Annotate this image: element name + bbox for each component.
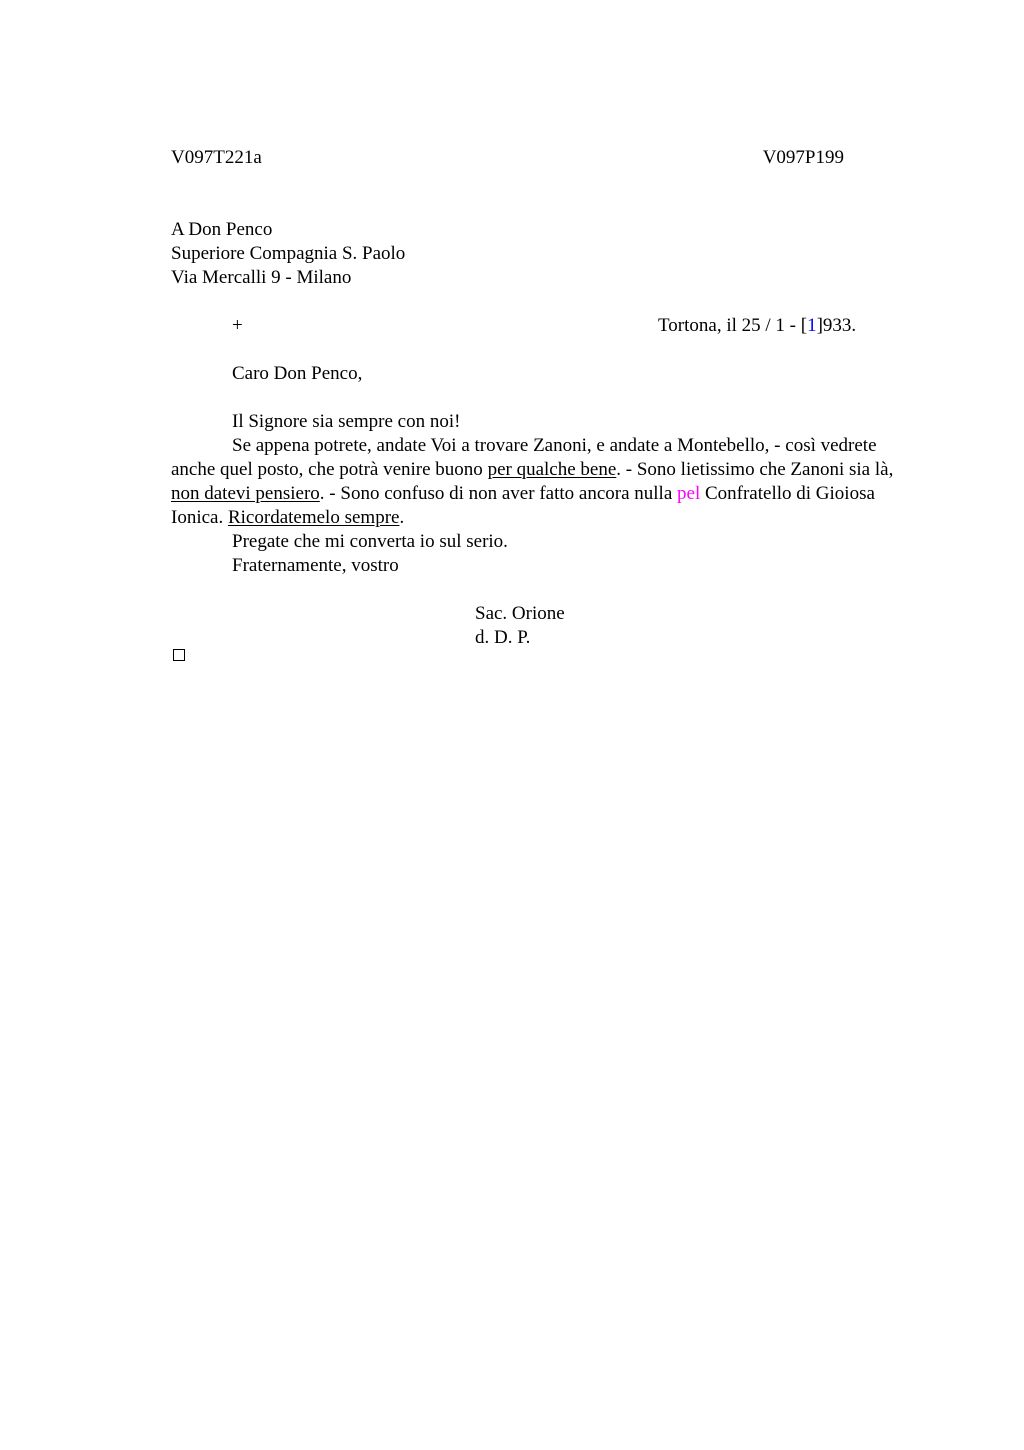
letter-body [171,410,911,578]
text-run: . [399,507,405,528]
date-suffix: ]933. [816,315,857,336]
text-run: . - Sono lietissimo che Zanoni sia là, [616,459,894,480]
recipient-address [171,218,911,290]
underlined-phrase: per qualche bene [487,459,617,480]
body-paragraph-main [171,434,911,530]
address-line: Superiore Compagnia S. Paolo [171,243,406,264]
address-line: A Don Penco [171,219,273,240]
letter-page [171,146,911,650]
body-paragraph: Pregate che mi converta io sul serio. [232,531,508,552]
highlighted-word: pel [677,483,701,504]
end-marker-box [173,649,185,661]
left-reference-code: V097T221a [171,147,262,168]
underlined-phrase: non datevi pensiero [171,483,320,504]
underlined-phrase: Ricordatemelo sempre [227,507,400,528]
date-prefix: Tortona, il 25 / 1 - [ [658,315,808,336]
document-header [171,146,844,170]
text-run: . - Sono confuso di non aver fatto ancora nulla [319,483,678,504]
right-reference-code: V097P199 [762,147,844,168]
closing-line: Fraternamente, vostro [232,555,399,576]
signature-name: Sac. Orione [475,603,565,624]
text-run: Se appena potrete, andate Voi a trovare Zanoni, e andate a Montebello, - così vedrete anche quel posto, che potrà venire buono [171,435,877,480]
letter-date [658,314,856,338]
address-line: Via Mercalli 9 - Milano [171,267,352,288]
signature-title: d. D. P. [475,627,531,648]
salutation: Caro Don Penco, [232,363,363,384]
body-paragraph: Il Signore sia sempre con noi! [232,411,461,432]
cross-mark: + [232,315,243,336]
signature-block [171,602,911,650]
text-run: Confratello di Gioiosa Ionica. [171,483,875,528]
date-line [171,314,911,338]
date-editorial-digit: 1 [807,315,817,336]
